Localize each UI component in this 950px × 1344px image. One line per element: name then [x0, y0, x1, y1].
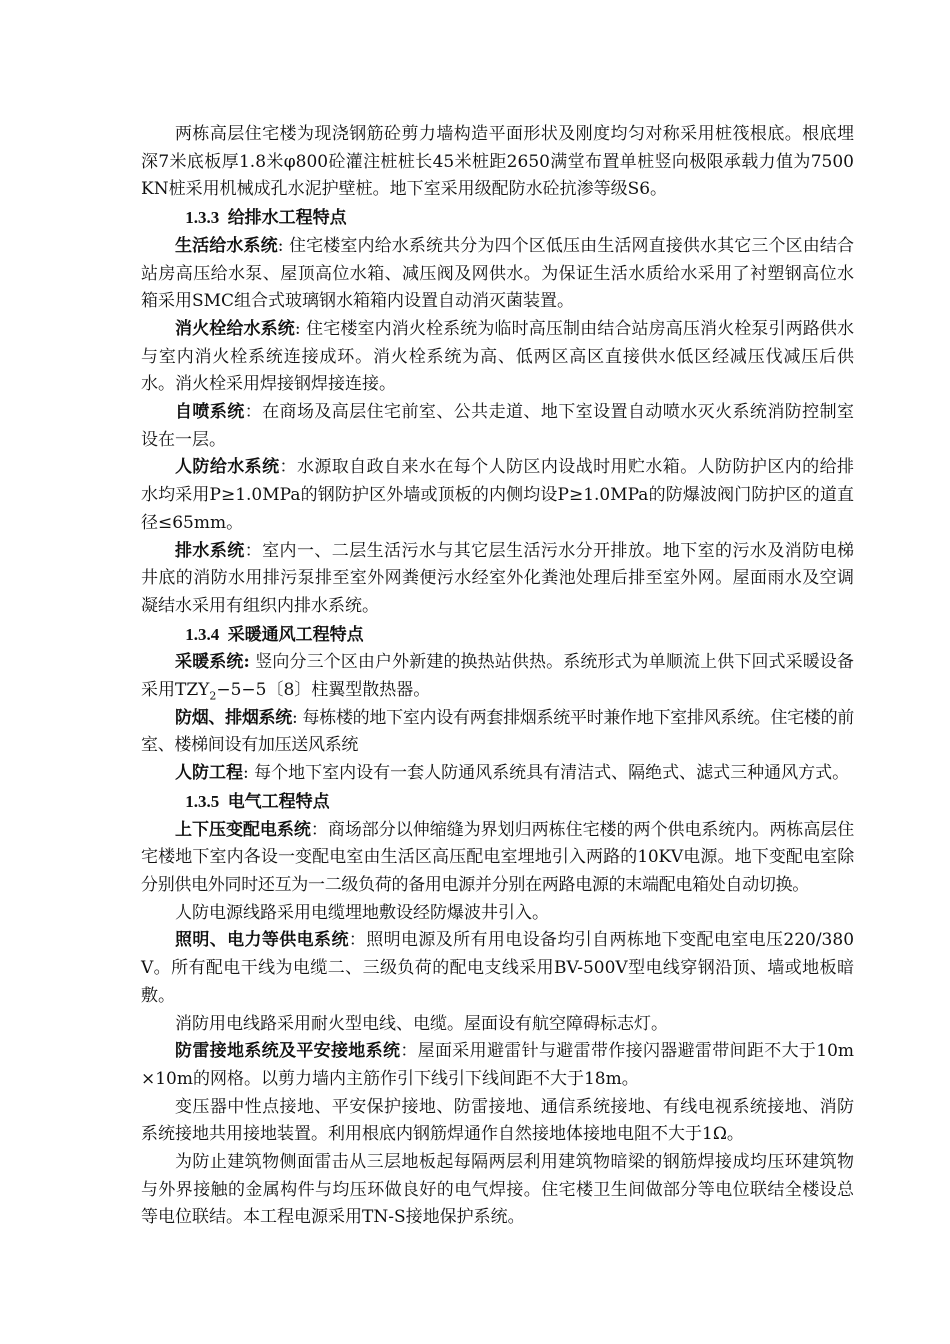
section-title: 电气工程特点 [227, 791, 330, 812]
paragraph-civil-defense-water: 人防给水系统：水源取自政自来水在每个人防区内设战时用贮水箱。人防防护区内的给排水均采用P≥1.0MPa的钢防护区外墙或顶板的内侧均设P≥1.0MPa的防爆波阀门防护区的道直径≤65mm。 [141, 457, 855, 533]
term-label: 采暖系统: [175, 652, 250, 673]
paragraph-substation: 上下压变配电系统：商场部分以伸缩缝为界划归两栋住宅楼的两个供电系统内。两栋高层住宅楼地下室内各设一变配电室由生活区高压配电室埋地引入两路的10KV电源。地下变配电室除分别供电外同时还互为一二级负荷的备用电源并分别在两路电源的末端配电箱处自动切换。 [141, 819, 854, 895]
paragraph-fire-hydrant: 消火栓给水系统: 住宅楼室内消火栓系统为临时高压制由结合站房高压消火栓泵引两路供水与室内消火栓系统连接成环。消火栓系统为高、低两区高区直接供水低区经减压伐减压后供水。消火栓采用焊接钢焊接连接。 [141, 318, 854, 395]
paragraph-sprinkler: 自喷系统：在商场及高层住宅前室、公共走道、地下室设置自动喷水灭火系统消防控制室设在一层。 [141, 402, 855, 450]
term-label: 消火栓给水系统 [175, 318, 295, 339]
section-heading-1-3-5 [141, 788, 854, 817]
term-label: 上下压变配电系统 [175, 819, 311, 840]
term-label: 照明、电力等供电系统 [175, 930, 349, 951]
paragraph-grounding: 变压器中性点接地、平安保护接地、防雷接地、通信系统接地、有线电视系统接地、消防系统接地共用接地装置。利用根底内钢筋焊通作自然接地体接地电阻不大于1Ω。 [141, 1096, 854, 1145]
section-heading-1-3-4 [141, 621, 854, 650]
paragraph-lighting-power: 照明、电力等供电系统：照明电源及所有用电设备均引自两栋地下变配电室电压220/380V。所有配电干线为电缆二、三级负荷的配电支线采用BV-500V型电线穿钢沿顶、墙或地板暗敷。 [141, 930, 855, 1006]
paragraph-foundation: 两栋高层住宅楼为现浇钢筋砼剪力墙构造平面形状及刚度均匀对称采用桩筏根底。根底埋深7米底板厚1.8米φ800砼灌注桩桩长45米桩距2650满堂布置单桩竖向极限承载力值为7500KN桩采用机械成孔水泥护壁桩。地下室采用级配防水砼抗渗等级S6。 [141, 124, 854, 200]
paragraph-domestic-water: 生活给水系统: 住宅楼室内给水系统共分为四个区低压由生活网直接供水其它三个区由结合站房高压给水泵、屋顶高位水箱、减压阀及网供水。为保证生活水质给水采用了衬塑钢高位水箱采用SMC组合式玻璃钢水箱箱内设置自动消灭菌装置。 [141, 235, 854, 312]
document-body [141, 121, 854, 1232]
term-label: 生活给水系统 [175, 235, 278, 256]
term-label: 人防工程 [175, 763, 243, 784]
paragraph-heating: 采暖系统: 竖向分三个区由户外新建的换热站供热。系统形式为单顺流上供下回式采暖设备采用$TZY_2-5-5$〔8〕柱翼型散热器。 [141, 652, 854, 703]
paragraph-smoke-exhaust: 防烟、排烟系统: 每栋楼的地下室内设有两套排烟系统平时兼作地下室排风系统。住宅楼的前室、楼梯间设有加压送风系统 [141, 707, 854, 756]
section-number: 1.3.5 [185, 791, 220, 811]
term-label: 自喷系统 [175, 402, 245, 423]
paragraph-drainage: 排水系统：室内一、二层生活污水与其它层生活污水分开排放。地下室的污水及消防电梯井底的消防水用排污泵排至室外网粪便污水经室外化粪池处理后排至室外网。屋面雨水及空调凝结水采用有组织内排水系统。 [141, 540, 855, 616]
term-label: 人防给水系统 [175, 457, 280, 478]
paragraph-civil-defense-power: 人防电源线路采用电缆埋地敷设经防爆波井引入。 [175, 902, 549, 923]
paragraph-side-strike: 为防止建筑物侧面雷击从三层地板起每隔两层利用建筑物暗梁的钢筋焊接成均压环建筑物与外界接触的金属构件与均压环做良好的电气焊接。住宅楼卫生间做部分等电位联结全楼设总等电位联结。本工程电源采用TN-S接地保护系统。 [141, 1152, 854, 1228]
section-number: 1.3.4 [185, 624, 220, 644]
section-title: 给排水工程特点 [227, 208, 347, 229]
section-heading-1-3-3 [141, 204, 854, 233]
section-title: 采暖通风工程特点 [227, 624, 364, 645]
term-label: 防烟、排烟系统 [175, 707, 292, 728]
section-number: 1.3.3 [185, 208, 220, 228]
term-label: 防雷接地系统及平安接地系统 [175, 1041, 401, 1062]
term-label: 排水系统 [175, 540, 245, 561]
paragraph-civil-defense-ventilation: 人防工程: 每个地下室内设有一套人防通风系统具有清洁式、隔绝式、滤式三种通风方式。 [175, 763, 850, 784]
paragraph-lightning-protection: 防雷接地系统及平安接地系统：屋面采用避雷针与避雷带作接闪器避雷带间距不大于10m×10m的网格。以剪力墙内主筋作引下线引下线间距不大于18m。 [141, 1041, 854, 1089]
paragraph-fire-wiring: 消防用电线路采用耐火型电线、电缆。屋面设有航空障碍标志灯。 [175, 1013, 668, 1034]
